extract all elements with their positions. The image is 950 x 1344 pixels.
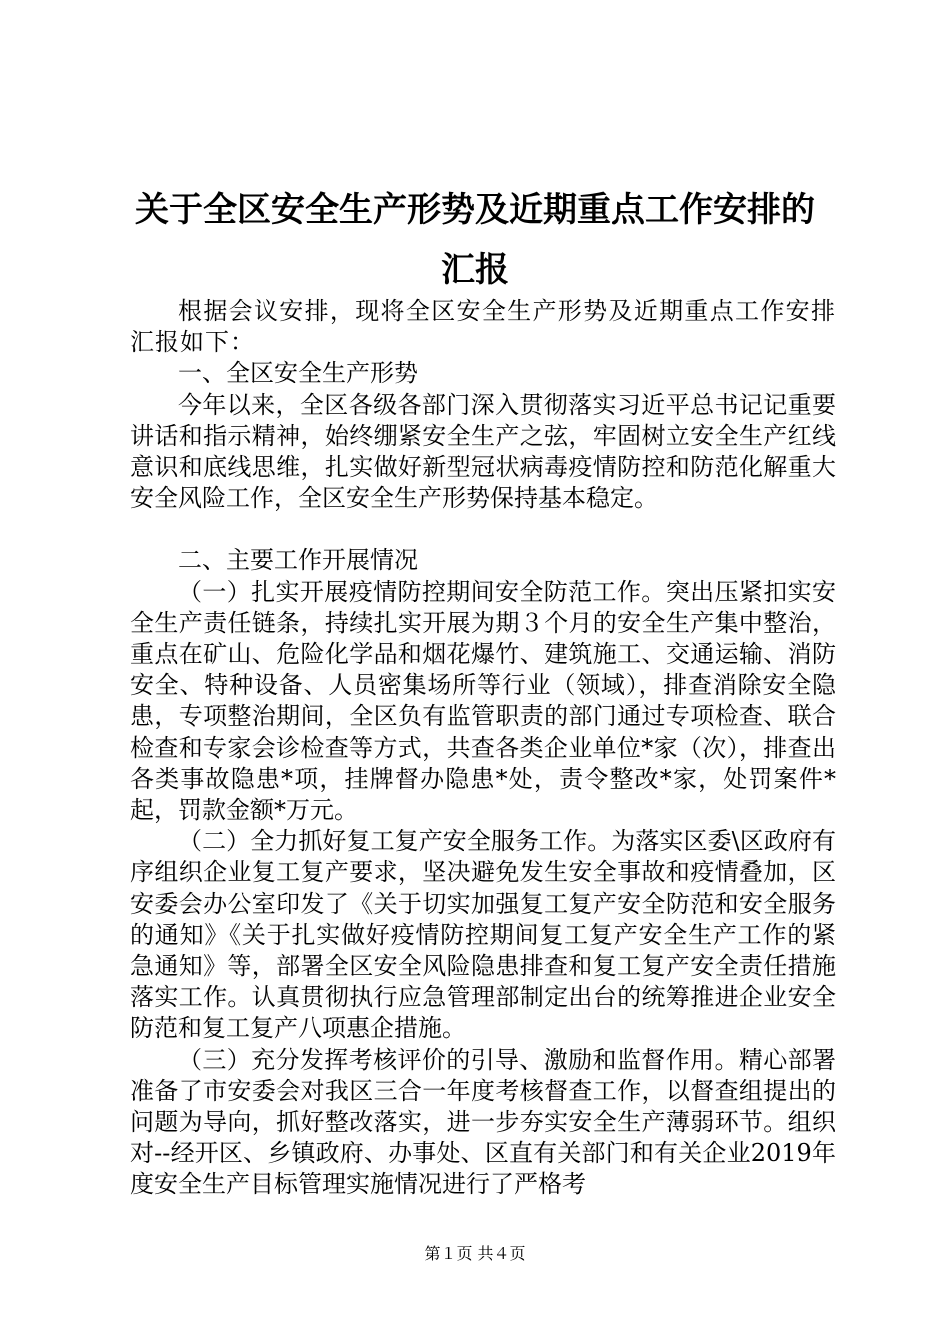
- document-body: [130, 296, 836, 1201]
- document-title-line-2: 汇报: [441, 250, 509, 290]
- item-3-paragraph: （三）充分发挥考核评价的引导、激励和监督作用。精心部署准备了市安委会对我区三合一年度考核督查工作，以督查组提出的问题为导向，抓好整改落实，进一步夯实安全生产薄弱环节。组织对--经开区、乡镇政府、办事处、区直有关部门和有关企业2019年度安全生产目标管理实施情况进行了严格考: [130, 1045, 836, 1199]
- page-number-footer: 第１页 共４页: [424, 1244, 526, 1263]
- section-1-paragraph: 今年以来，全区各级各部门深入贯彻落实习近平总书记记重要讲话和指示精神，始终绷紧安全生产之弦，牢固树立安全生产红线意识和底线思维，扎实做好新型冠状病毒疫情防控和防范化解重大安全风险工作，全区安全生产形势保持基本稳定。: [130, 390, 836, 513]
- paragraph-gap: [130, 514, 836, 545]
- document-title-line-1: 关于全区安全生产形势及近期重点工作安排的: [135, 190, 815, 230]
- section-heading-1: 一、全区安全生产形势: [178, 359, 418, 388]
- section-heading-2: 二、主要工作开展情况: [178, 546, 418, 575]
- intro-paragraph: 根据会议安排，现将全区安全生产形势及近期重点工作安排汇报如下：: [130, 297, 836, 357]
- item-2-paragraph: （二）全力抓好复工复产安全服务工作。为落实区委\区政府有序组织企业复工复产要求，坚决避免发生安全事故和疫情叠加，区安委会办公室印发了《关于切实加强复工复产安全防范和安全服务的通知》《关于扎实做好疫情防控期间复工复产安全生产工作的紧急通知》等，部署全区安全风险隐患排查和复工复产安全责任措施落实工作。认真贯彻执行应急管理部制定出台的统筹推进企业安全防范和复工复产八项惠企措施。: [130, 827, 836, 1043]
- item-1-paragraph: （一）扎实开展疫情防控期间安全防范工作。突出压紧扣实安全生产责任链条，持续扎实开展为期３个月的安全生产集中整治，重点在矿山、危险化学品和烟花爆竹、建筑施工、交通运输、消防安全、特种设备、人员密集场所等行业（领域），排查消除安全隐患，专项整治期间，全区负有监管职责的部门通过专项检查、联合检查和专家会诊检查等方式，共查各类企业单位*家（次），排查出各类事故隐患*项，挂牌督办隐患*处，责令整改*家，处罚案件*起，罚款金额*万元。: [130, 577, 836, 825]
